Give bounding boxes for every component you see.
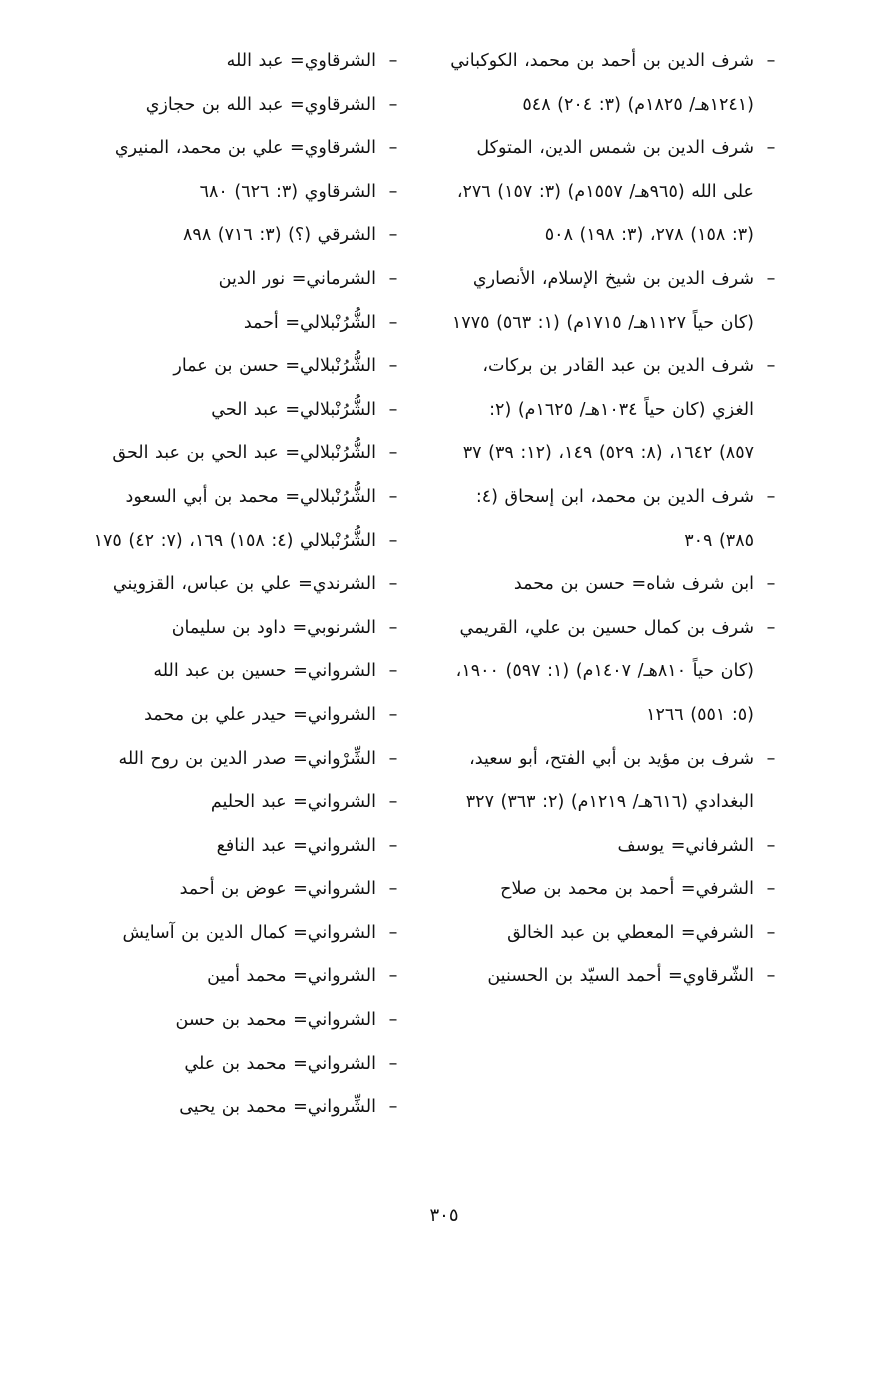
index-entry bbox=[448, 563, 778, 607]
index-entry bbox=[45, 955, 400, 999]
index-entry-text: الشرندي= علي بن عباس، القزويني bbox=[112, 574, 376, 595]
entry-dash-marker: – bbox=[766, 356, 776, 377]
entry-dash-marker: – bbox=[766, 835, 776, 856]
entry-dash-marker: – bbox=[388, 225, 398, 246]
entry-dash-marker: – bbox=[388, 312, 398, 333]
entry-dash-marker: – bbox=[388, 356, 398, 377]
index-entry-text: الشرفي= أحمد بن محمد بن صلاح bbox=[500, 879, 754, 900]
index-entry-text: شرف بن كمال حسين بن علي، القريمي (كان حياً ٨١٠هـ/ ١٤٠٧م) (١: ٥٩٧) ١٩٠٠، (٥: ٥٥١) ١٢٦٦ bbox=[455, 617, 754, 725]
index-entry-text: الشرواني= محمد بن علي bbox=[184, 1053, 376, 1074]
entry-dash-marker: – bbox=[766, 617, 776, 638]
index-entry-text: الشُّرُنْبلالي= حسن بن عمار bbox=[173, 356, 376, 377]
entry-dash-marker: – bbox=[388, 399, 398, 420]
index-entry-text: الشرواني= عوض بن أحمد bbox=[179, 879, 376, 900]
entry-dash-marker: – bbox=[766, 748, 776, 769]
entry-dash-marker: – bbox=[388, 1010, 398, 1031]
index-entry bbox=[45, 650, 400, 694]
entry-dash-marker: – bbox=[388, 1097, 398, 1118]
index-entry-text: الشرنوبي= داود بن سليمان bbox=[171, 617, 376, 638]
index-entry-text: الشرواني= عبد الحليم bbox=[210, 792, 376, 813]
index-entry bbox=[448, 476, 778, 563]
index-entry-text: الشرقاوي= علي بن محمد، المنيري bbox=[114, 138, 376, 159]
index-entry bbox=[45, 302, 400, 346]
index-entry-text: الشرواني= حيدر علي بن محمد bbox=[144, 704, 376, 725]
index-entry-text: الشرواني= محمد بن حسن bbox=[175, 1010, 376, 1031]
entry-dash-marker: – bbox=[388, 268, 398, 289]
index-entry bbox=[448, 127, 778, 258]
index-entry bbox=[45, 476, 400, 520]
index-entry bbox=[45, 781, 400, 825]
index-entry bbox=[448, 912, 778, 956]
index-entry-text: الشُّرُنْبلالي (٤: ١٥٨) ١٦٩، (٧: ٤٢) ١٧٥ bbox=[93, 530, 376, 551]
index-entry-text: الشرواني= كمال الدين بن آسايش bbox=[122, 922, 376, 943]
entry-dash-marker: – bbox=[388, 661, 398, 682]
index-entry bbox=[45, 912, 400, 956]
index-entry-text: الشُّرُنْبلالي= محمد بن أبي السعود bbox=[125, 486, 376, 507]
entry-dash-marker: – bbox=[766, 268, 776, 289]
index-entry bbox=[45, 127, 400, 171]
index-entry bbox=[45, 432, 400, 476]
index-entry-text: الشرقي (؟) (٣: ٧١٦) ٨٩٨ bbox=[183, 225, 376, 246]
entry-dash-marker: – bbox=[388, 94, 398, 115]
index-entry-text: الشُّرُنْبلالي= عبد الحي bbox=[211, 399, 376, 420]
index-entry-text: الشرماني= نور الدين bbox=[218, 268, 376, 289]
index-entry bbox=[45, 738, 400, 782]
index-entry bbox=[45, 1086, 400, 1130]
index-entry-text: الشرقاوي= عبد الله بن حجازي bbox=[145, 94, 376, 115]
entry-dash-marker: – bbox=[388, 792, 398, 813]
index-entry bbox=[448, 40, 778, 127]
index-entry-text: الشرواني= عبد النافع bbox=[216, 835, 376, 856]
index-entry-text: شرف بن مؤيد بن أبي الفتح، أبو سعيد، البغدادي (٦١٦هـ/ ١٢١٩م) (٢: ٣٦٣) ٣٢٧ bbox=[465, 748, 754, 813]
index-entry bbox=[45, 1043, 400, 1087]
entry-dash-marker: – bbox=[388, 617, 398, 638]
entry-dash-marker: – bbox=[388, 966, 398, 987]
index-entry bbox=[45, 258, 400, 302]
entry-dash-marker: – bbox=[766, 879, 776, 900]
index-entry bbox=[45, 694, 400, 738]
index-entry-text: شرف الدين بن شمس الدين، المتوكل على الله (٩٦٥هـ/ ١٥٥٧م) (٣: ١٥٧) ٢٧٦، (٣: ١٥٨) ٢٧٨، (٣: ١٩٨) ٥٠٨ bbox=[456, 138, 754, 246]
entry-dash-marker: – bbox=[388, 181, 398, 202]
index-entry-text: الشُّرُنْبلالي= أحمد bbox=[243, 312, 376, 333]
index-entry-text: شرف الدين بن شيخ الإسلام، الأنصاري (كان حياً ١١٢٧هـ/ ١٧١٥م) (١: ٥٦٣) ١٧٧٥ bbox=[451, 268, 754, 333]
index-entry-text: شرف الدين بن محمد، ابن إسحاق (٤: ٣٨٥) ٣٠٩ bbox=[475, 486, 754, 551]
entry-dash-marker: – bbox=[388, 486, 398, 507]
index-column-right bbox=[448, 40, 778, 999]
index-entry-text: شرف الدين بن أحمد بن محمد، الكوكباني (١٢٤١هـ/ ١٨٢٥م) (٣: ٢٠٤) ٥٤٨ bbox=[450, 51, 754, 115]
index-entry-text: الشرواني= محمد أمين bbox=[207, 966, 376, 987]
index-entry bbox=[448, 607, 778, 738]
index-entry-text: الشِّرْواني= صدر الدين بن روح الله bbox=[118, 748, 376, 769]
entry-dash-marker: – bbox=[766, 51, 776, 71]
index-entry bbox=[45, 171, 400, 215]
entry-dash-marker: – bbox=[388, 574, 398, 595]
index-entry-text: الشرفي= المعطي بن عبد الخالق bbox=[507, 922, 754, 943]
index-entry bbox=[45, 84, 400, 128]
index-entry bbox=[448, 738, 778, 825]
entry-dash-marker: – bbox=[388, 138, 398, 159]
entry-dash-marker: – bbox=[766, 922, 776, 943]
index-entry-text: الشرواني= حسين بن عبد الله bbox=[153, 661, 376, 682]
index-entry bbox=[45, 389, 400, 433]
entry-dash-marker: – bbox=[388, 51, 398, 71]
index-entry bbox=[45, 868, 400, 912]
entry-dash-marker: – bbox=[388, 443, 398, 464]
index-column-left bbox=[45, 40, 400, 1130]
index-entry-text: شرف الدين بن عبد القادر بن بركات، الغزي (كان حياً ١٠٣٤هـ/ ١٦٢٥م) (٢: ٨٥٧) ١٦٤٢، (٨: ٥٢٩) ١٤٩، (١٢: ٣٩) ٣٧ bbox=[462, 356, 754, 464]
index-entry bbox=[448, 345, 778, 476]
index-entry bbox=[45, 563, 400, 607]
index-entry-text: الشِّرواني= محمد بن يحيى bbox=[179, 1097, 376, 1118]
index-entry-text: الشّرقاوي= أحمد السيّد بن الحسنين bbox=[487, 966, 754, 987]
index-entry bbox=[448, 825, 778, 869]
entry-dash-marker: – bbox=[388, 922, 398, 943]
index-entry bbox=[45, 607, 400, 651]
entry-dash-marker: – bbox=[388, 748, 398, 769]
index-entry bbox=[45, 214, 400, 258]
index-entry bbox=[45, 345, 400, 389]
entry-dash-marker: – bbox=[388, 879, 398, 900]
entry-dash-marker: – bbox=[766, 574, 776, 595]
index-entry-text: الشرفاني= يوسف bbox=[617, 835, 754, 856]
index-entry bbox=[45, 40, 400, 84]
entry-dash-marker: – bbox=[766, 138, 776, 159]
index-entry-text: ابن شرف شاه= حسن بن محمد bbox=[513, 574, 754, 595]
index-entry-text: الشرقاوي= عبد الله bbox=[226, 51, 376, 71]
index-entry bbox=[448, 258, 778, 345]
entry-dash-marker: – bbox=[766, 966, 776, 987]
page-number: ٣٠٥ bbox=[429, 1205, 459, 1226]
index-entry bbox=[45, 520, 400, 564]
index-entry bbox=[45, 999, 400, 1043]
entry-dash-marker: – bbox=[388, 835, 398, 856]
entry-dash-marker: – bbox=[388, 530, 398, 551]
index-entry bbox=[45, 825, 400, 869]
index-entry bbox=[448, 955, 778, 999]
entry-dash-marker: – bbox=[388, 704, 398, 725]
entry-dash-marker: – bbox=[766, 486, 776, 507]
index-entry-text: الشرقاوي (٣: ٦٢٦) ٦٨٠ bbox=[199, 181, 376, 202]
entry-dash-marker: – bbox=[388, 1053, 398, 1074]
index-entry bbox=[448, 868, 778, 912]
index-entry-text: الشُّرُنْبلالي= عبد الحي بن عبد الحق bbox=[112, 443, 376, 464]
